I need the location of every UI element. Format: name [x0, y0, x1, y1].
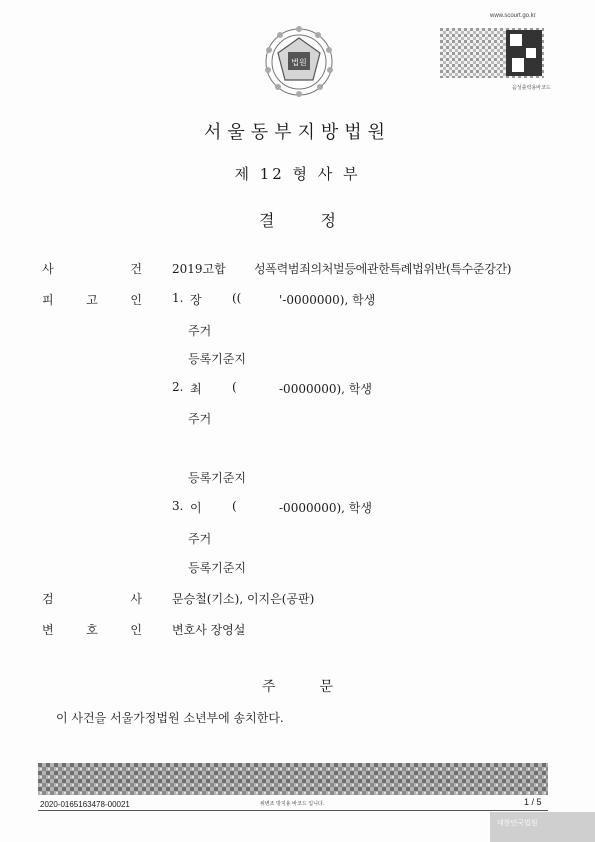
defendant-1-registry-label: 등록기준지	[188, 352, 246, 366]
defendant-3-address-label: 주거	[188, 532, 212, 546]
seal-text: 법원	[291, 58, 307, 67]
defendant-3-registry-label: 등록기준지	[188, 561, 246, 575]
page-number: 1 / 5	[524, 797, 542, 807]
court-url: www.scourt.go.kr	[490, 13, 536, 19]
court-brand: 대한민국법원	[497, 819, 538, 827]
court-seal-icon	[262, 22, 336, 100]
document-heading: 결정	[259, 211, 382, 230]
defendant-1-surname: 장	[190, 293, 202, 307]
anti-forgery-barcode-icon	[38, 763, 548, 795]
defendant-1-address-label: 주거	[188, 324, 212, 338]
defendant-2-registry-label: 등록기준지	[188, 471, 246, 485]
footer-note: 위변조 방지용 바코드 입니다.	[260, 801, 325, 807]
order-heading: 주문	[261, 679, 378, 695]
defendant-2-surname: 최	[190, 382, 202, 396]
defendant-3-surname: 이	[190, 501, 202, 515]
case-charge: 성폭력범죄의처벌등에관한특례법위반(특수준강간)	[254, 262, 512, 276]
defendants-label: 피 고 인	[42, 293, 142, 307]
defendant-1-paren: ((	[232, 291, 242, 305]
order-text: 이 사건을 서울가정법원 소년부에 송치한다.	[56, 711, 284, 725]
defendant-3-id: -0000000), 학생	[279, 501, 372, 515]
counsel-value: 변호사 장영설	[172, 623, 246, 637]
counsel-label: 변 호 인	[42, 623, 142, 637]
case-number: 2019고합	[172, 262, 226, 276]
defendant-1-index: 1.	[172, 291, 184, 305]
defendant-2-address-label: 주거	[188, 412, 212, 426]
document-id: 2020-0165163478-00021	[40, 800, 130, 809]
qr-barcode-icon	[440, 28, 544, 78]
prosecutor-value: 문승철(기소), 이지은(공판)	[172, 592, 315, 606]
defendant-3-index: 3.	[172, 499, 184, 513]
defendant-3-paren: (	[232, 499, 237, 513]
division-name: 제 12 형 사 부	[234, 165, 361, 183]
defendant-2-paren: (	[232, 380, 237, 394]
court-name: 서울동부지방법원	[203, 122, 392, 143]
defendant-2-index: 2.	[172, 380, 184, 394]
defendant-2-id: -0000000), 학생	[279, 382, 372, 396]
case-label: 사 건	[42, 262, 142, 276]
prosecutor-label: 검 사	[42, 592, 142, 606]
qr-caption: 음성출력용바코드	[512, 85, 551, 91]
footer-divider	[38, 810, 548, 811]
defendant-1-id: '-0000000), 학생	[279, 293, 376, 307]
